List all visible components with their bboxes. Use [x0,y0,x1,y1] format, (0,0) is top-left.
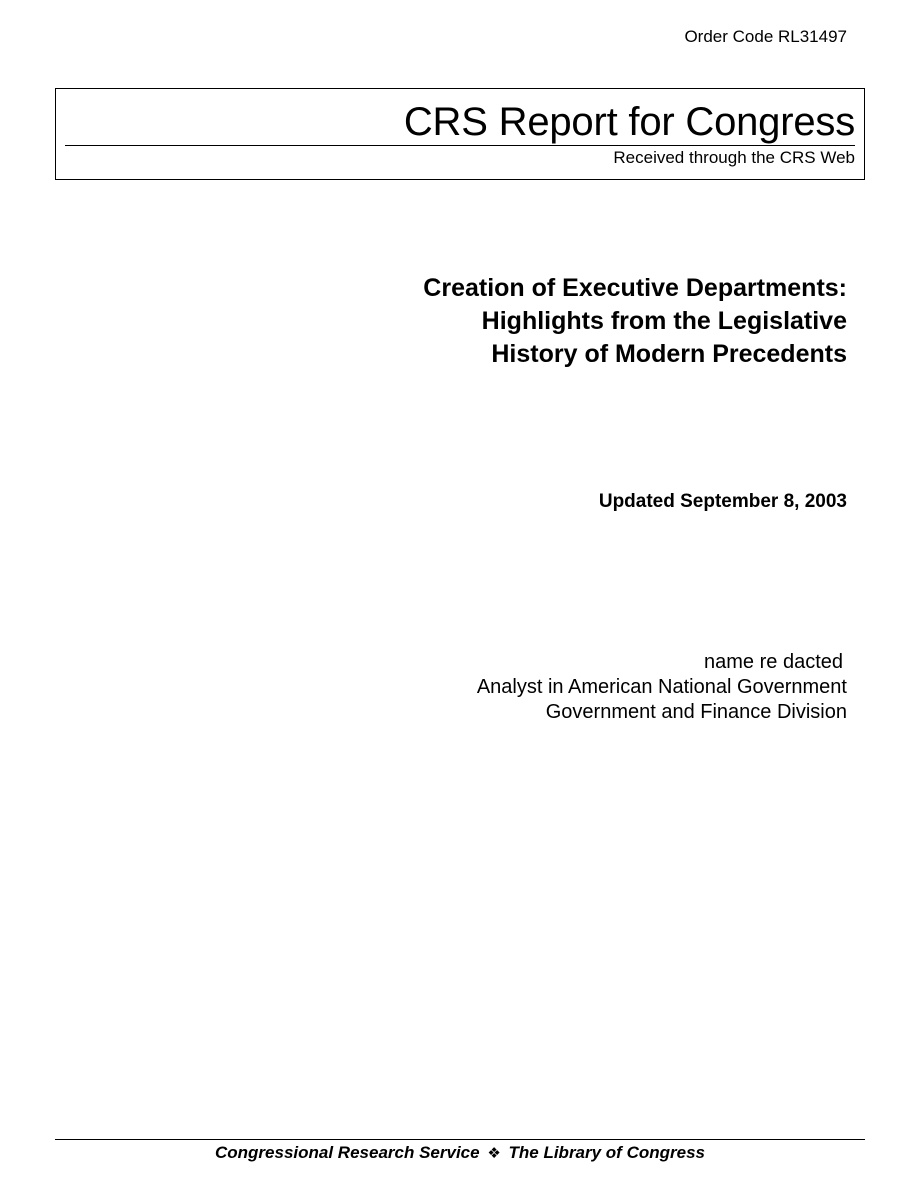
footer-library: The Library of Congress [508,1143,705,1162]
author-name: name re dacted [704,651,843,673]
order-code: Order Code RL31497 [684,27,847,46]
report-header-box [55,88,865,180]
header-divider [65,145,855,146]
updated-date: Updated September 8, 2003 [598,491,847,512]
document-title [423,272,847,371]
footer-divider [55,1139,865,1140]
author-position: Analyst in American National Government [476,676,847,698]
footer [0,1142,920,1165]
report-header-title: CRS Report for Congress [403,100,855,144]
author-block [477,650,847,725]
document-title-line-2: Highlights from the Legislative [481,307,847,335]
document-title-line-1: Creation of Executive Departments: [423,274,847,302]
report-header-subtitle: Received through the CRS Web [613,148,855,167]
diamond-separator-icon: ❖ [487,1145,501,1162]
author-division: Government and Finance Division [545,701,847,723]
footer-organization: Congressional Research Service [215,1143,480,1162]
document-title-line-3: History of Modern Precedents [491,340,847,368]
